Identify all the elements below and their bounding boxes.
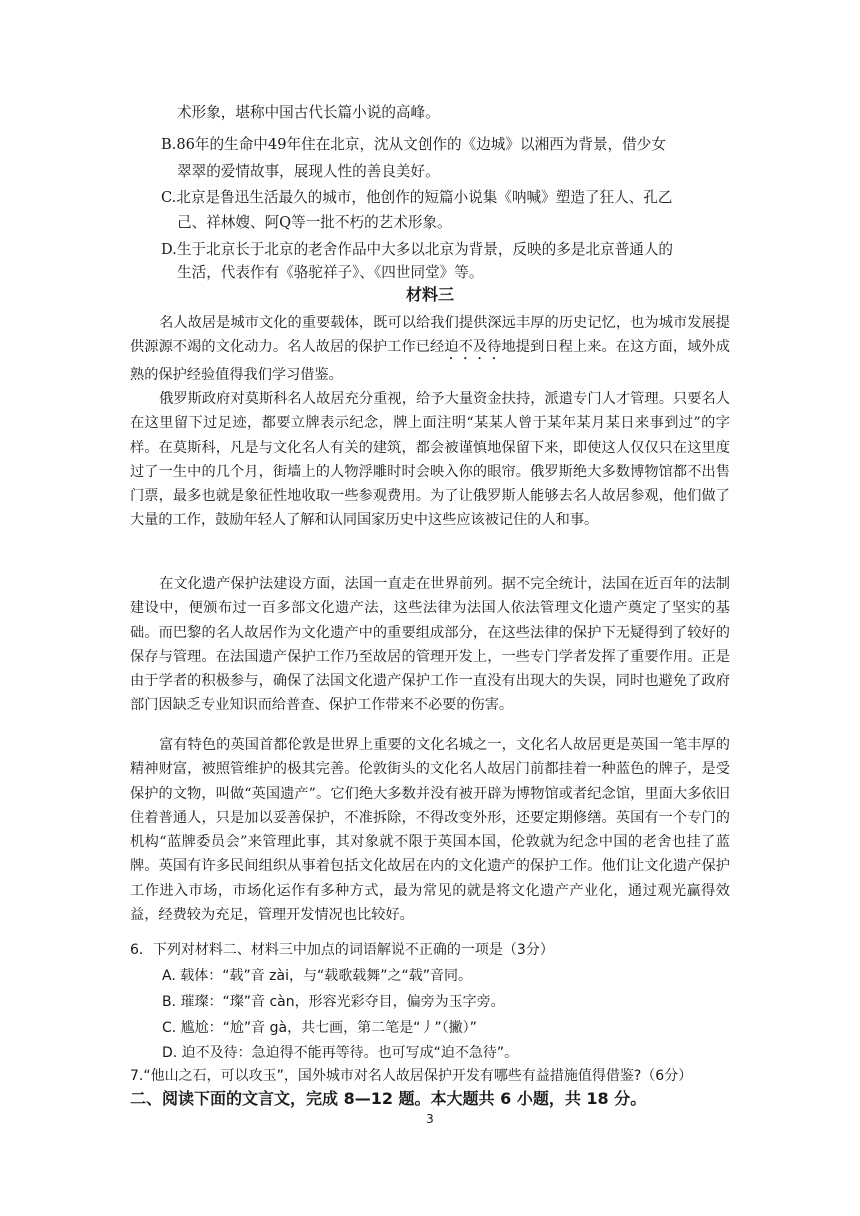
paragraph-1-text-a: 名人故居是城市文化的重要载体，既可以给我们提供深远丰厚的历史记忆，也为城市发展提供源源不竭的文化动力。名人故居的保护工作已经 bbox=[130, 315, 730, 356]
paragraph-1-text-b: 地提到日程上来。在这方面，域外成熟的保护经验值得我们学习借鉴。 bbox=[130, 339, 730, 384]
option-b-line2: 翠翠的爱情故事，展现人性的善良美好。 bbox=[177, 163, 440, 180]
question-6-option-a: A. 载体：“载”音 zài，与“载歌载舞”之“载”音同。 bbox=[162, 968, 473, 984]
option-c-line1: C.北京是鲁迅生活最久的城市，他创作的短篇小说集《呐喊》塑造了狂人、孔乙 bbox=[161, 189, 673, 206]
paragraph-3-text: 在文化遗产保护法建设方面，法国一直走在世界前列。据不完全统计，法国在近百年的法制建设中，便颁布过一百多部文化遗产法，这些法律为法国人依法管理文化遗产奠定了坚实的基础。而巴黎的名人故居作为文化遗产中的重要组成部分，在这些法律的保护下无疑得到了较好的保存与管理。在法国遗产保护工作乃至故居的管理开发上，一些专门学者发挥了重要作用。正是由于学者的积极参与，确保了法国文化遗产保护工作一直没有出现大的失误，同时也避免了政府部门因缺乏专业知识而给普查、保护工作带来不必要的伤害。 bbox=[130, 576, 730, 714]
material-three-paragraph-3 bbox=[130, 572, 730, 718]
material-three-title: 材料三 bbox=[405, 285, 454, 304]
option-c-line2: 己、祥林嫂、阿Q等一批不朽的艺术形象。 bbox=[177, 214, 452, 231]
paragraph-2-text: 俄罗斯政府对莫斯科名人故居充分重视，给予大量资金扶持，派遣专门人才管理。只要名人在这里留下过足迹，都要立牌表示纪念，牌上面注明“某某人曾于某年某月某日来事到过”的字样。在莫斯科，凡是与文化名人有关的建筑，都会被谨慎地保留下来，即使这人仅仅只在这里度过了一生中的几个月，街墙上的人物浮雕时时会映入你的眼帘。俄罗斯绝大多数博物馆都不出售门票，最多也就是象征性地收取一些参观费用。为了让俄罗斯人能够去名人故居参观，他们做了大量的工作，鼓励年轻人了解和认同国家历史中这些应该被记住的人和事。 bbox=[130, 391, 730, 529]
section-two-heading: 二、阅读下面的文言文，完成 8—12 题。本大题共 6 小题，共 18 分。 bbox=[130, 1089, 647, 1108]
material-three-paragraph-1 bbox=[130, 311, 730, 388]
question-6-stem: 6．下列对材料二、材料三中加点的词语解说不正确的一项是（3分） bbox=[130, 942, 554, 958]
option-d-line2: 生活，代表作有《骆驼祥子》、《四世同堂》等。 bbox=[177, 264, 484, 281]
option-d-line1: D.生于北京长于北京的老舍作品中大多以北京为背景，反映的多是北京普通人的 bbox=[161, 241, 674, 258]
page-number: 3 bbox=[426, 1112, 434, 1126]
material-three-paragraph-2 bbox=[130, 387, 730, 533]
question-7-stem: 7.“他山之石，可以攻玉”，国外城市对名人故居保护开发有哪些有益措施值得借鉴?（6分） bbox=[130, 1068, 693, 1084]
dotted-word: 迫不及待 bbox=[444, 339, 502, 356]
paragraph-4-text: 富有特色的英国首都伦敦是世界上重要的文化名城之一，文化名人故居更是英国一笔丰厚的精神财富，被照管维护的极其完善。伦敦街头的文化名人故居门前都挂着一种蓝色的牌子，是受保护的文物，叫做“英国遗产”。它们绝大多数并没有被开辟为博物馆或者纪念馆，里面大多依旧住着普通人，只是加以妥善保护，不准拆除，不得改变外形，还要定期修缮。英国有一个专门的机构“蓝牌委员会”来管理此事，其对象就不限于英国本国，伦敦就为纪念中国的老舍也挂了蓝牌。英国有许多民间组织从事着包括文化故居在内的文化遗产的保护工作。他们让文化遗产保护工作进入市场，市场化运作有多种方式，最为常见的就是将文化遗产产业化，通过观光赢得效益，经费较为充足，管理开发情况也比较好。 bbox=[130, 737, 730, 924]
material-three-paragraph-4 bbox=[130, 733, 730, 927]
question-6-option-c: C. 尴尬：“尬”音 gà，共七画，第二笔是“丿”（撇）” bbox=[162, 1020, 477, 1036]
option-b-line1: B.86年的生命中49年住在北京，沈从文创作的《边城》以湘西为背景，借少女 bbox=[161, 136, 666, 153]
question-6-option-d: D. 迫不及待：急迫得不能再等待。也可写成“迫不急待”。 bbox=[162, 1045, 519, 1061]
option-a-continuation: 术形象，堪称中国古代长篇小说的高峰。 bbox=[177, 104, 440, 121]
question-6-option-b: B. 璀璨：“璨”音 càn，形容光彩夺目，偏旁为玉字旁。 bbox=[162, 994, 505, 1010]
